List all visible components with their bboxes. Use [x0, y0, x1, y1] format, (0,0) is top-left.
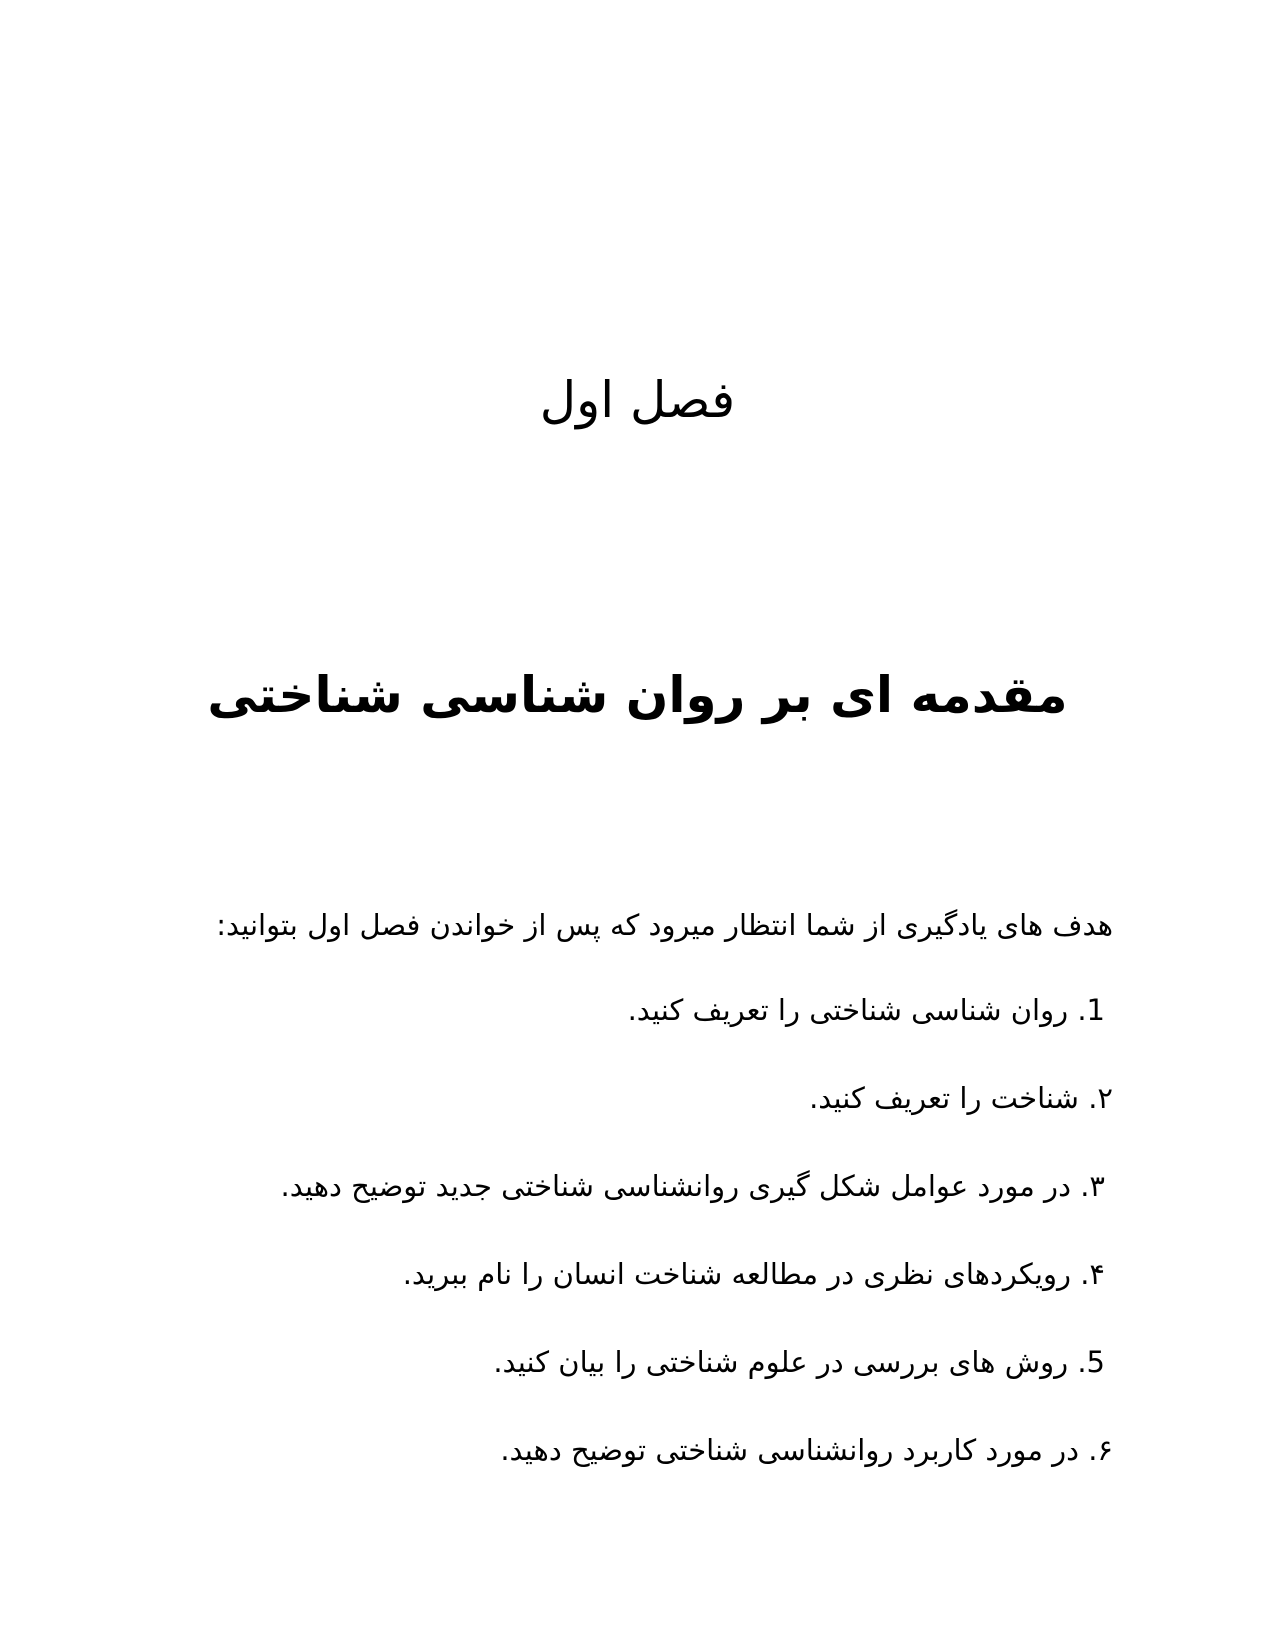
- list-item-number: 1.: [1077, 993, 1105, 1027]
- list-item-text: شناخت را تعریف کنید.: [809, 1081, 1079, 1115]
- objectives-intro: هدف های یادگیری از شما انتظار میرود که پس از خواندن فصل اول بتوانید:: [216, 908, 1113, 942]
- list-item: [113, 1166, 1113, 1206]
- list-item-number: ۶.: [1088, 1433, 1113, 1467]
- list-item: [113, 1078, 1113, 1118]
- chapter-title: فصل اول: [539, 371, 736, 429]
- list-item-number: ۳.: [1080, 1169, 1105, 1203]
- list-item-text: رویکردهای نظری در مطالعه شناخت انسان را نام ببرید.: [402, 1257, 1071, 1291]
- list-item-text: روان شناسی شناختی را تعریف کنید.: [627, 993, 1069, 1027]
- list-item-number: ۴.: [1080, 1257, 1105, 1291]
- list-item: [113, 990, 1113, 1030]
- chapter-subtitle: مقدمه ای بر روان شناسی شناختی: [207, 666, 1068, 724]
- list-item: [113, 1430, 1113, 1470]
- list-item-text: در مورد عوامل شکل گیری روانشناسی شناختی جدید توضیح دهید.: [280, 1169, 1071, 1203]
- list-item-text: در مورد کاربرد روانشناسی شناختی توضیح دهید.: [500, 1433, 1079, 1467]
- list-item: [113, 1254, 1113, 1294]
- list-item-text: روش های بررسی در علوم شناختی را بیان کنید.: [493, 1345, 1069, 1379]
- list-item-number: 5.: [1077, 1345, 1105, 1379]
- list-item: [113, 1342, 1113, 1382]
- list-item-number: ۲.: [1088, 1081, 1113, 1115]
- objectives-list: [113, 990, 1113, 1518]
